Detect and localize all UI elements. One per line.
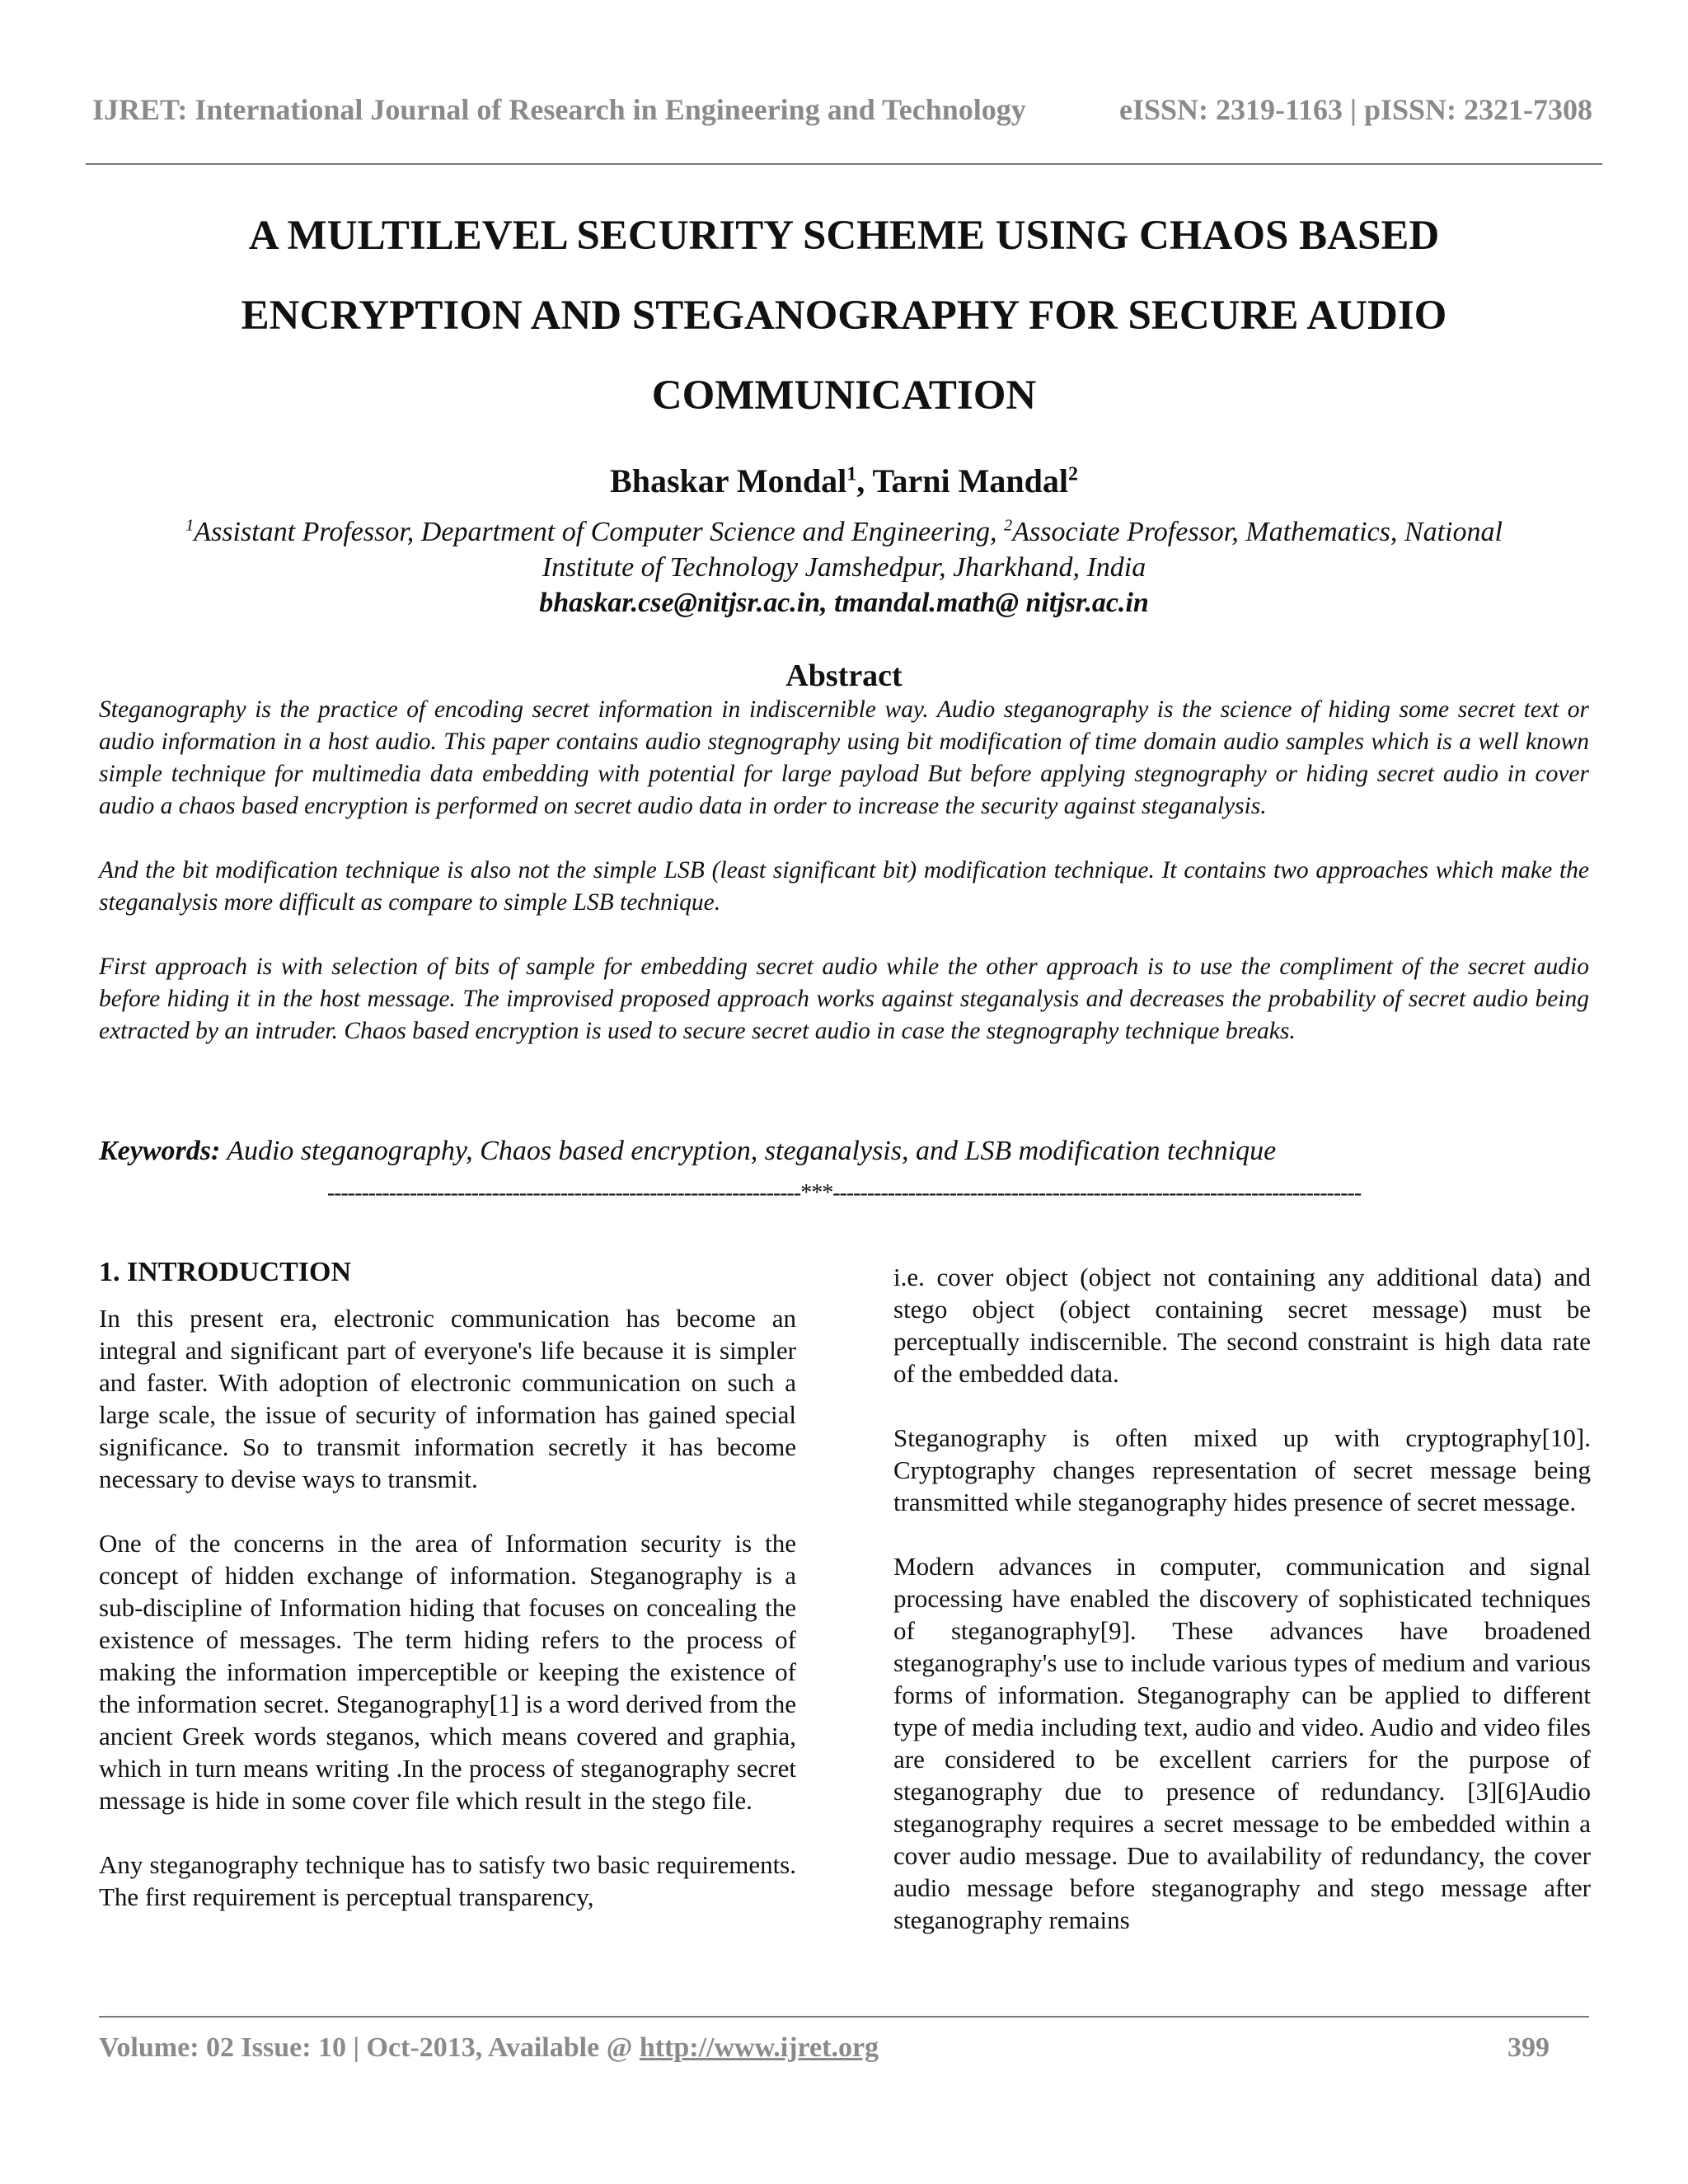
affiliation-line-2: Institute of Technology Jamshedpur, Jharkhand, India xyxy=(542,552,1146,583)
section-heading-introduction: 1. INTRODUCTION xyxy=(99,1257,352,1287)
page-number: 399 xyxy=(1507,2032,1550,2063)
intro-paragraph-2: One of the concerns in the area of Information security is the concept of hidden exchange of information. Steganography is a sub-discipline of Information hiding that focuses on concealing the existence of messages. The term hiding refers to the process of making the information imperceptible or keeping the existence of the information secret. Steganography[1] is a word derived from the ancient Greek words steganos, which means covered and graphia, which in turn means writing .In the process of steganography secret message is hide in some cover file which result in the stego file. xyxy=(99,1529,796,1815)
title-line-2: ENCRYPTION AND STEGANOGRAPHY FOR SECURE AUDIO xyxy=(241,293,1447,339)
authors xyxy=(0,462,1688,500)
running-header xyxy=(92,92,1592,127)
abstract-heading: Abstract xyxy=(785,658,903,693)
footer-volume-text: Volume: 02 Issue: 10 | Oct-2013, Available @ xyxy=(99,2032,640,2063)
affiliation-part-1: Assistant Professor, Department of Computer Science and Engineering, xyxy=(194,517,1005,547)
keywords-label: Keywords: xyxy=(99,1136,221,1166)
affiliation xyxy=(115,514,1573,621)
intro-paragraph-1: In this present era, electronic communication has become an integral and significant part of everyone's life because it is simpler and faster. With adoption of electronic communication on such a large scale, the issue of security of information has gained special significance. So to transmit information secretly it has become necessary to devise ways to transmit. xyxy=(99,1304,796,1493)
keywords-text: Audio steganography, Chaos based encryption, steganalysis, and LSB modification technique xyxy=(220,1136,1277,1166)
section-separator: ---------------------------------------------------------------------***----------------------------------------------------------------------------- xyxy=(326,1180,1362,1206)
footer-volume xyxy=(99,2032,879,2064)
journal-link[interactable]: http://www.ijret.org xyxy=(639,2032,879,2063)
author-emails: bhaskar.cse@nitjsr.ac.in, tmandal.math@ nitjsr.ac.in xyxy=(539,588,1149,618)
paper-title xyxy=(124,196,1564,436)
intro-paragraph-3: Any steganography technique has to satisfy two basic requirements. The first requirement is perceptual transparency, xyxy=(99,1850,796,1911)
abstract-paragraph-1: Steganography is the practice of encoding secret information in indiscernible way. Audio steganography is the science of hiding some secret text or audio information in a host audio. This paper contains audio stegnography using bit modification of time domain audio samples which is a well known simple technique for multimedia data embedding with potential for large payload But before applying stegnography or hiding secret audio in cover audio a chaos based encryption is performed on secret audio data in order to increase the security against steganalysis. xyxy=(99,696,1589,819)
running-footer xyxy=(99,2032,1550,2064)
title-line-3: COMMUNICATION xyxy=(651,373,1037,419)
left-column xyxy=(99,1256,796,1945)
right-paragraph-1: i.e. cover object (object not containing any additional data) and stego object (object containing secret message) must be perceptually indiscernible. The second constraint is high data rate of the embedded data. xyxy=(893,1263,1591,1388)
abstract-body xyxy=(99,694,1589,1080)
author-1: Bhaskar Mondal xyxy=(610,462,847,499)
header-rule xyxy=(86,163,1602,165)
right-paragraph-2: Steganography is often mixed up with cryptography[10]. Cryptography changes representation of secret message being transmitted while steganography hides presence of secret message. xyxy=(893,1423,1591,1516)
right-paragraph-3: Modern advances in computer, communication and signal processing have enabled the discovery of sophisticated techniques of steganography[9]. These advances have broadened steganography's use to include various types of medium and various forms of information. Steganography can be applied to different type of media including text, audio and video. Audio and video files are considered to be excellent carriers for the purpose of steganography due to presence of redundancy. [3][6]Audio steganography requires a secret message to be embedded within a cover audio message. Due to availability of redundancy, the cover audio message before steganography and stego message after steganography remains xyxy=(893,1552,1591,1934)
journal-name: IJRET: International Journal of Research in Engineering and Technology xyxy=(92,93,1026,126)
title-line-1: A MULTILEVEL SECURITY SCHEME USING CHAOS BASED xyxy=(248,213,1440,259)
affiliation-part-2: Associate Professor, Mathematics, National xyxy=(1012,517,1503,547)
affil-sup-1: 1 xyxy=(185,516,195,535)
right-column xyxy=(893,1261,1591,1968)
author-2-sup: 2 xyxy=(1067,463,1078,485)
affil-sup-2: 2 xyxy=(1004,516,1013,535)
keywords xyxy=(99,1136,1589,1167)
author-1-sup: 1 xyxy=(846,463,857,485)
issn: eISSN: 2319-1163 | pISSN: 2321-7308 xyxy=(1119,93,1592,126)
abstract-paragraph-2: And the bit modification technique is also not the simple LSB (least significant bit) modification technique. It contains two approaches which make the steganalysis more difficult as compare to simple LSB technique. xyxy=(99,857,1589,916)
footer-rule xyxy=(99,2016,1589,2018)
abstract-paragraph-3: First approach is with selection of bits of sample for embedding secret audio while the other approach is to use the compliment of the secret audio before hiding it in the host message. The improvised proposed approach works against steganalysis and decreases the probability of secret audio being extracted by an intruder. Chaos based encryption is used to secure secret audio in case the stegnography technique breaks. xyxy=(99,954,1589,1044)
author-separator: , xyxy=(856,462,873,499)
author-2: Tarni Mandal xyxy=(872,462,1068,499)
affiliation-line-1 xyxy=(115,514,1573,550)
